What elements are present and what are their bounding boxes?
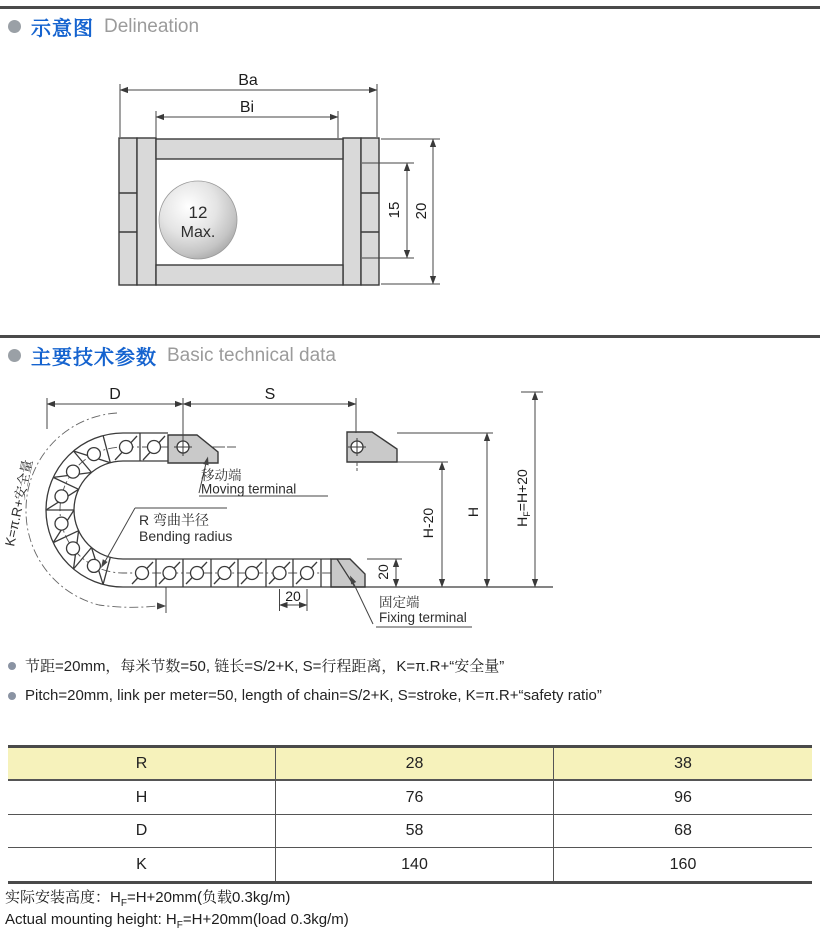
drag-chain-drawing xyxy=(0,380,580,640)
footer-en-text-rest: =H+20mm(load 0.3kg/m) xyxy=(182,911,349,928)
table-cell-label: D xyxy=(8,815,276,847)
moving-terminal-label-zh: 移动端 xyxy=(201,468,242,483)
fixing-terminal xyxy=(331,559,365,587)
footer-zh-text: 实际安装高度：H xyxy=(5,889,121,906)
section-header-delineation xyxy=(8,12,199,41)
dim-h-label: H xyxy=(465,506,481,518)
dim-20: 20 xyxy=(413,202,430,220)
dim-link-height-label: 20 xyxy=(375,564,391,580)
section-divider-technical xyxy=(0,335,820,338)
table-cell-value: 140 xyxy=(276,848,554,881)
technical-data-table xyxy=(8,745,812,884)
table-cell-value: 96 xyxy=(674,788,692,806)
moving-terminal-label-en: Moving terminal xyxy=(201,481,297,497)
footer-en-sub: F xyxy=(176,920,183,931)
footer-mounting-height-zh xyxy=(5,886,290,909)
section-title-zh: 主要技术参数 xyxy=(31,347,157,369)
cable-sphere xyxy=(159,181,237,259)
safety-curve-arrow xyxy=(157,603,166,610)
moving-terminal xyxy=(168,435,237,463)
footer-en-text: Actual mounting height: H xyxy=(5,911,177,928)
table-cell-value: 68 xyxy=(674,822,692,839)
table-row-d xyxy=(8,815,812,848)
footer-zh-text-rest: =H+20mm(负载0.3kg/m) xyxy=(126,889,291,906)
table-row-k xyxy=(8,848,812,881)
dim-s-label: S xyxy=(264,386,276,403)
note-zh xyxy=(8,655,504,676)
section-bullet-icon xyxy=(8,349,21,362)
dim-bi: Bi xyxy=(239,99,255,116)
table-cell-label: H xyxy=(8,781,276,814)
section-title-zh: 示意图 xyxy=(31,18,94,40)
fig1-dimensions xyxy=(120,84,440,284)
section-header-technical xyxy=(8,341,336,370)
table-row-h xyxy=(8,781,812,815)
note-en-text: Pitch=20mm, link per meter=50, length of chain=S/2+K, S=stroke, K=π.R+“safety ratio” xyxy=(25,687,602,704)
dim-15: 15 xyxy=(386,201,403,219)
table-cell-value: 28 xyxy=(276,748,554,779)
note-zh-text: 节距=20mm，每米节数=50, 链长=S/2+K, S=行程距离，K=π.R+“安全量” xyxy=(25,658,505,675)
table-cell-label: R xyxy=(8,748,276,779)
leader-arrow-bend xyxy=(101,559,108,568)
table-cell-label: K xyxy=(8,848,276,881)
cross-section-drawing xyxy=(0,60,460,310)
fixing-terminal-label-en: Fixing terminal xyxy=(379,610,467,625)
footer-mounting-height-en xyxy=(5,911,349,931)
footer-zh-sub: F xyxy=(120,898,127,909)
section-title-en: Delineation xyxy=(104,15,200,37)
table-cell-value: 38 xyxy=(674,754,692,772)
table-cell-value: 160 xyxy=(669,855,697,873)
dim-d-label: D xyxy=(109,386,121,403)
bend-radius-label-en: Bending radius xyxy=(139,528,233,544)
bend-radius-label-zh: R 弯曲半径 xyxy=(139,512,209,528)
table-row-r xyxy=(8,748,812,781)
note-en xyxy=(8,687,602,704)
note-bullet-icon xyxy=(8,662,16,670)
dim-ba: Ba xyxy=(238,72,258,89)
section-divider-top xyxy=(0,6,820,9)
dim-pitch-label: 20 xyxy=(285,588,301,604)
chain-cross-section-body xyxy=(119,138,379,285)
k-curve-label: K=π.R+安全量 xyxy=(2,458,36,548)
section-title-en: Basic technical data xyxy=(167,344,336,366)
sphere-diameter-label: 12 xyxy=(188,203,208,222)
note-bullet-icon xyxy=(8,692,16,700)
table-cell-value: 76 xyxy=(276,781,554,814)
table-cell-value: 58 xyxy=(276,815,554,847)
section-bullet-icon xyxy=(8,20,21,33)
sphere-max-label: Max. xyxy=(180,224,216,241)
dim-hf-label: $H_F=H+20$ xyxy=(514,469,532,527)
dim-h20-label: H-20 xyxy=(420,507,436,539)
fig2-dimensions xyxy=(47,392,543,611)
fixing-terminal-label-zh: 固定端 xyxy=(379,595,420,610)
moving-terminal-stroke-end xyxy=(347,432,397,471)
